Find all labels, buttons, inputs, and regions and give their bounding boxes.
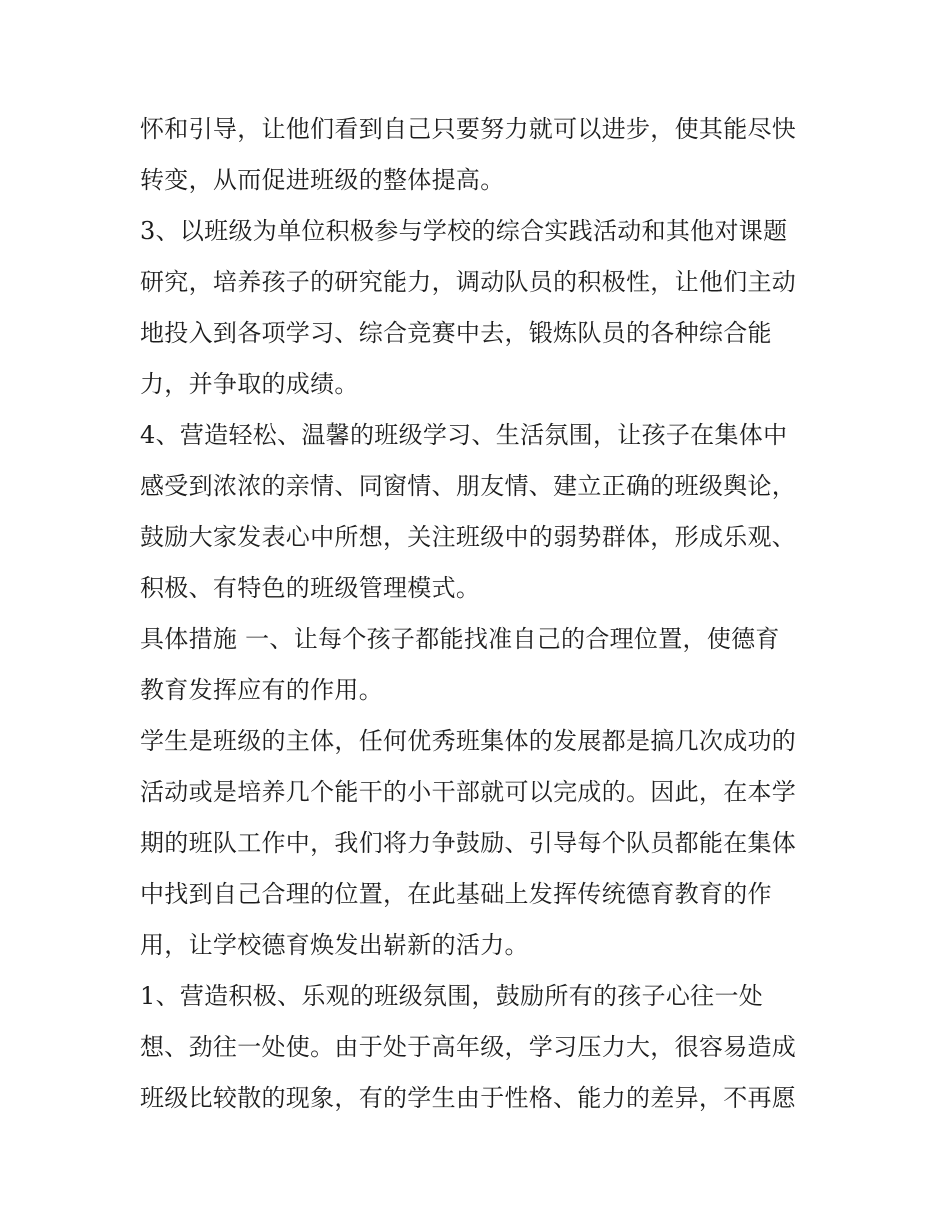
text-line: 1、营造积极、乐观的班级氛围，鼓励所有的孩子心往一处 (140, 982, 764, 1010)
text-line: 怀和引导，让他们看到自己只要努力就可以进步，使其能尽快 (140, 115, 797, 143)
text-line: 教育发挥应有的作用。 (140, 676, 383, 704)
text-line: 想、劲往一处使。由于处于高年级，学习压力大，很容易造成 (140, 1033, 797, 1061)
text-line: 期的班队工作中，我们将力争鼓励、引导每个队员都能在集体 (140, 829, 797, 857)
text-line: 学生是班级的主体，任何优秀班集体的发展都是搞几次成功的 (140, 727, 797, 755)
text-line: 转变，从而促进班级的整体提高。 (140, 166, 505, 194)
text-line: 地投入到各项学习、综合竞赛中去，锻炼队员的各种综合能 (140, 319, 772, 347)
text-line: 4、营造轻松、温馨的班级学习、生活氛围，让孩子在集体中 (140, 421, 788, 449)
text-line: 感受到浓浓的亲情、同窗情、朋友情、建立正确的班级舆论， (140, 472, 797, 500)
text-line: 力，并争取的成绩。 (140, 370, 359, 398)
text-line: 班级比较散的现象，有的学生由于性格、能力的差异，不再愿 (140, 1084, 797, 1112)
text-line: 3、以班级为单位积极参与学校的综合实践活动和其他对课题 (140, 217, 788, 245)
text-line: 研究，培养孩子的研究能力，调动队员的积极性，让他们主动 (140, 268, 797, 296)
document-body (140, 104, 820, 1124)
text-line: 具体措施 一、让每个孩子都能找准自己的合理位置，使德育 (140, 625, 780, 653)
text-line: 鼓励大家发表心中所想，关注班级中的弱势群体，形成乐观、 (140, 523, 797, 551)
text-line: 积极、有特色的班级管理模式。 (140, 574, 481, 602)
text-line: 用，让学校德育焕发出崭新的活力。 (140, 931, 529, 959)
text-line: 中找到自己合理的位置，在此基础上发挥传统德育教育的作 (140, 880, 772, 908)
text-line: 活动或是培养几个能干的小干部就可以完成的。因此，在本学 (140, 778, 797, 806)
